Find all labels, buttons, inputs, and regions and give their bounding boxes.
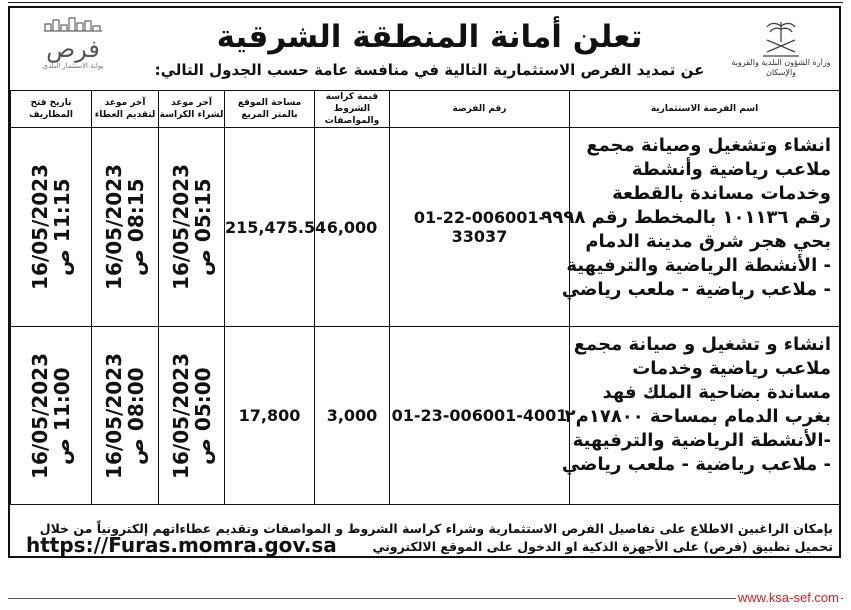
announcement-header <box>10 8 839 90</box>
palm-swords-emblem-icon <box>759 18 803 58</box>
description-line: وخدمات مساندة بالقطعة <box>612 183 831 204</box>
table-row <box>11 327 840 505</box>
opportunity-number: 01-23-006001-4001 <box>390 327 570 505</box>
deadline-date: 16/05/2023 <box>168 352 193 479</box>
footer-line: بإمكان الراغبين الاطلاع على تفاصيل الفرص الاستثمارية وشراء كراسة الشروط و المواصفات وتقديم عطاءاتهم إلكترونياً من خلال <box>39 521 833 536</box>
description-line: - ملاعب رياضية - ملعب رياضي <box>561 454 831 475</box>
envelope-opening-date <box>11 128 92 327</box>
announcement-footer <box>10 518 839 556</box>
opportunity-number: 01-22-006001-33037 <box>390 128 570 327</box>
booklet-value: 6,000 <box>315 128 390 327</box>
deadline-date: 16/05/2023 <box>102 164 126 290</box>
description-line: -الأنشطة الرياضية والترفيهية <box>572 430 831 451</box>
furas-logo <box>18 16 128 84</box>
column-header: آخر موعد لشراء الكراسة <box>159 91 225 128</box>
opportunities-table <box>10 90 840 505</box>
column-header: مساحة الموقع بالمتر المربع <box>225 91 315 128</box>
description-line: بحي هجر شرق مدينة الدمام <box>585 231 831 252</box>
table-header-row <box>11 91 840 128</box>
description-line: انشاء وتشغيل وصيانة مجمع <box>586 135 831 156</box>
top-rule <box>8 2 843 3</box>
deadline-time: 05:00 ص <box>190 366 215 465</box>
page-title: تعلن أمانة المنطقة الشرقية <box>216 19 643 55</box>
ministry-logo <box>731 18 831 84</box>
page-subtitle: عن تمديد الفرص الاستثمارية التالية في منافسة عامة حسب الجدول التالي: <box>154 61 705 79</box>
site-watermark: www.ksa-sef.com <box>737 590 839 605</box>
site-area: 215,475.54 <box>225 128 315 327</box>
deadline-date: 16/05/2023 <box>102 352 126 479</box>
opening-time: 11:00 ص <box>50 366 74 465</box>
deadline-time: 05:15 ص <box>190 178 215 276</box>
furas-logo-name: فرص <box>46 35 100 63</box>
envelope-opening-date <box>11 327 92 505</box>
description-line: بغرب الدمام بمساحة ١٧٨٠٠م٢ <box>564 406 831 427</box>
opportunity-description <box>561 327 840 505</box>
description-line: ملاعب رياضية وأنشطة <box>631 159 831 180</box>
description-line: - ملاعب رياضية - ملعب رياضي <box>561 279 831 300</box>
bottom-rule <box>8 598 843 599</box>
skyline-icon <box>43 16 103 32</box>
furas-logo-label: بوابة الاستثمار البلدي <box>42 62 104 70</box>
opening-date: 16/05/2023 <box>28 352 52 479</box>
column-header: رقم الفرصة <box>390 91 570 128</box>
booklet-deadline <box>159 327 225 505</box>
deadline-date: 16/05/2023 <box>168 164 193 290</box>
furas-website-link[interactable]: https://Furas.momra.gov.sa <box>26 533 337 557</box>
booklet-value: 3,000 <box>315 327 390 505</box>
bid-deadline <box>92 128 159 327</box>
description-line: - الأنشطة الرياضية والترفيهية <box>566 255 831 276</box>
deadline-time: 08:15 ص <box>124 178 148 276</box>
opening-time: 11:15 ص <box>50 178 74 276</box>
footer-line: تحميل تطبيق (فرص) على الأجهزة الذكية او الدخول على الموقع الالكتروني <box>372 539 833 554</box>
description-line: مساندة بضاحية الملك فهد <box>602 382 831 403</box>
description-line: رقم ١٠١١٣٦ بالمخطط رقم ٩٩٩٨ <box>541 207 831 228</box>
site-area: 17,800 <box>225 327 315 505</box>
column-header: اسم الفرصة الاستثمارية <box>570 91 840 128</box>
column-header: تاريخ فتح المظاريف <box>11 91 92 128</box>
description-line: ملاعب رياضية وخدمات <box>632 358 831 379</box>
description-line: انشاء و تشغيل و صيانة مجمع <box>573 334 831 355</box>
opportunity-description <box>541 128 840 327</box>
table-row <box>11 128 840 327</box>
column-header: قيمة كراسة الشروط والمواصفات <box>315 91 390 128</box>
announcement-frame <box>8 6 841 558</box>
bid-deadline <box>92 327 159 505</box>
booklet-deadline <box>159 128 225 327</box>
column-header: آخر موعد لتقديم العطاء <box>92 91 159 128</box>
opening-date: 16/05/2023 <box>28 164 52 290</box>
deadline-time: 08:00 ص <box>124 366 148 465</box>
ministry-logo-label: وزارة الشؤون البلدية والقروية والإسكان <box>731 58 831 77</box>
